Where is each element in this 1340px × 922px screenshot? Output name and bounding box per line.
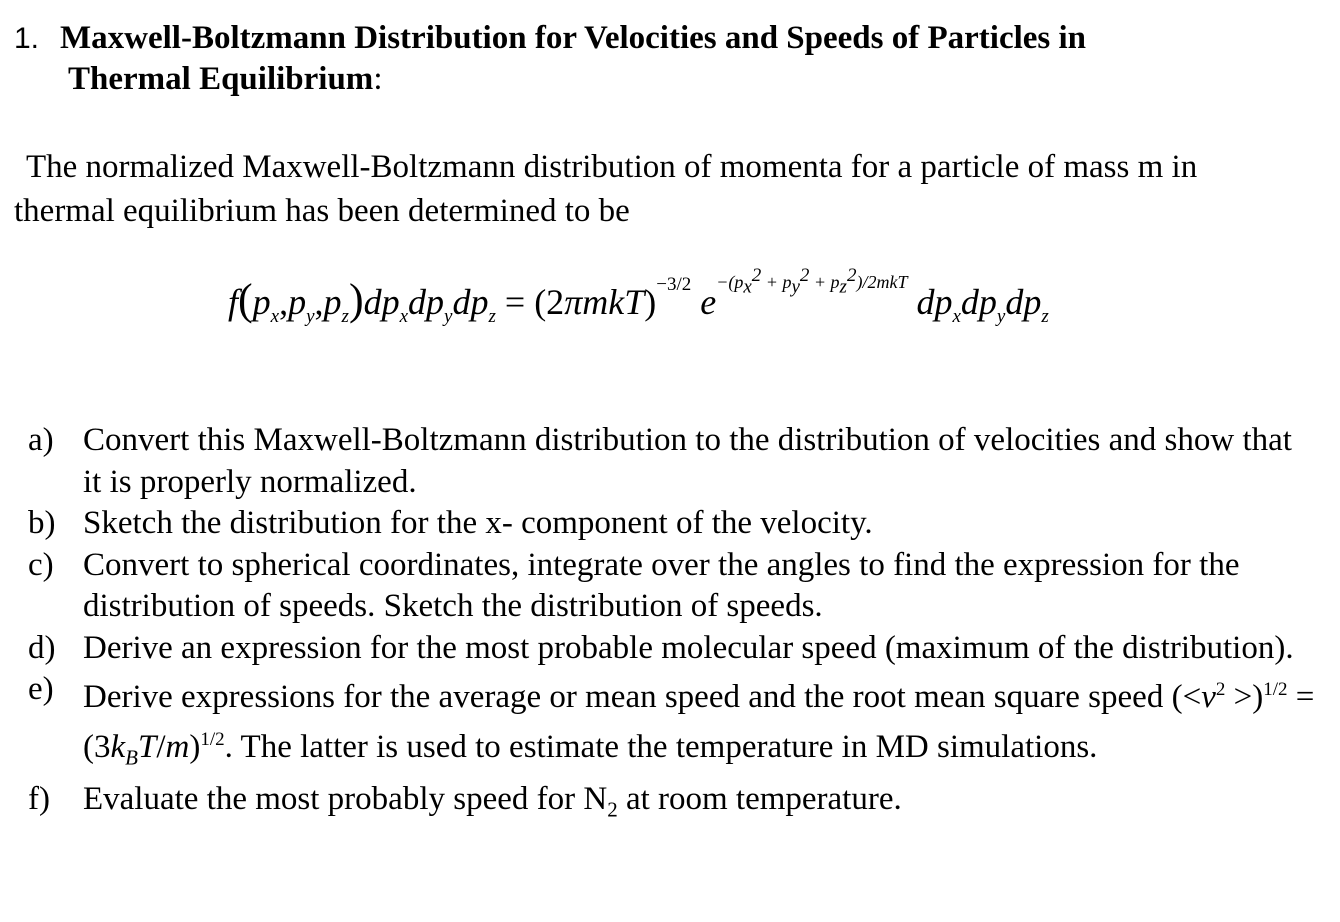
distribution-equation <box>228 265 1049 347</box>
part-b <box>28 503 1318 545</box>
problem-title-line1: Maxwell-Boltzmann Distribution for Velocities and Speeds of Particles in <box>60 20 1087 56</box>
intro-line2: thermal equilibrium has been determined to be <box>14 193 630 229</box>
part-a <box>28 420 1318 503</box>
part-text: Derive an expression for the most probable molecular speed (maximum of the distribution). <box>83 629 1294 666</box>
intro-paragraph <box>14 145 1324 233</box>
part-text: Convert to spherical coordinates, integrate over the angles to find the expression for the distribution of speeds. Sketch the distribution of speeds. <box>83 546 1240 624</box>
equation-lhs: $f(p_x,p_y,p_z)dp_xdp_ydp_z$ <box>228 275 496 328</box>
part-c <box>28 545 1318 628</box>
problem-heading <box>14 18 1314 100</box>
problem-number: 1. <box>14 22 40 55</box>
part-text: Convert this Maxwell-Boltzmann distribution to the distribution of velocities and show that it is properly normalized. <box>83 422 1292 500</box>
part-e <box>28 669 1318 779</box>
part-tag: a) <box>28 422 54 458</box>
part-tag: c) <box>28 546 54 583</box>
n2-subscript: 2 <box>607 797 618 822</box>
part-text: Sketch the distribution for the x- component of the velocity. <box>83 505 873 541</box>
equation-rhs: = $(2\pi mkT)^{-3/2}$ $e^{-(p_x^2 + p_y^2 + p_z^2)/2mkT}$ $dp_xdp_ydp_z$ <box>504 265 1049 328</box>
rms-speed-formula: $(<v^2 >)^{1/2} = (3k_BT/m)^{1/2}$ <box>83 679 1315 770</box>
part-text-after: at room temperature. <box>617 780 902 817</box>
problem-title-line2: Thermal Equilibrium <box>68 61 374 97</box>
part-text: Derive expressions for the average or mean speed and the root mean square speed <box>83 679 1164 715</box>
title-colon: : <box>373 61 383 97</box>
intro-line1: The normalized Maxwell-Boltzmann distribution of momenta for a particle of mass m in <box>26 149 1198 185</box>
part-tag: f) <box>28 780 50 817</box>
part-d <box>28 628 1318 670</box>
part-tag: d) <box>28 629 56 666</box>
part-tag: b) <box>28 505 56 541</box>
part-text: Evaluate the most probably speed for N <box>83 780 608 817</box>
part-text-after: . The latter is used to estimate the temperature in MD simulations. <box>224 728 1098 765</box>
question-parts <box>28 420 1318 831</box>
part-f <box>28 779 1318 831</box>
part-tag: e) <box>28 671 54 707</box>
